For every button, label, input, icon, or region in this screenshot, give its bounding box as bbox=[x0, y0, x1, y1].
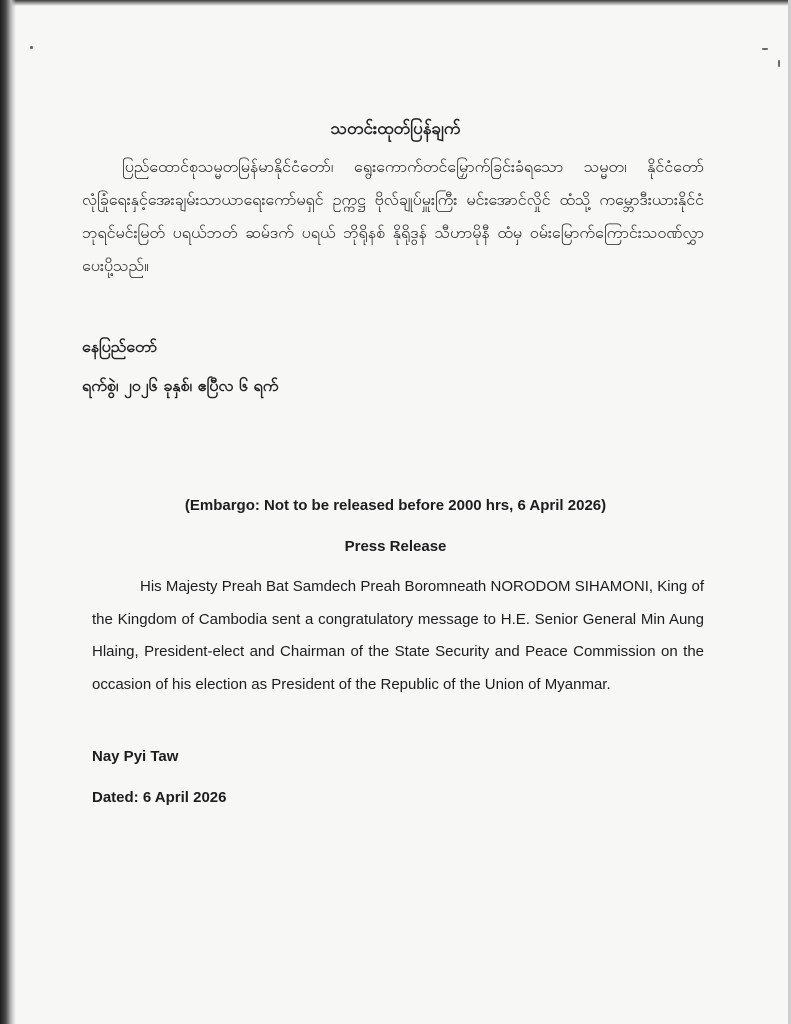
myanmar-date: ရက်စွဲ၊ ၂၀၂၆ ခုနှစ်၊ ဧပြီလ ၆ ရက် bbox=[82, 376, 279, 395]
myanmar-place: နေပြည်တော် bbox=[82, 337, 158, 356]
press-release-title: Press Release bbox=[344, 538, 447, 555]
myanmar-press-release-title: သတင်းထုတ်ပြန်ချက် bbox=[330, 119, 461, 139]
myanmar-press-release-body: ပြည်ထောင်စုသမ္မတမြန်မာနိုင်ငံတော်၊ ရွေးကောက်တင်မြှောက်ခြင်းခံရသော သမ္မတ၊ နိုင်ငံတော်လုံခြုံရေးနှင့်အေးချမ်းသာယာရေးကော်မရှင် ဥက္ကဋ္ဌ ဗိုလ်ချုပ်မှူးကြီး မင်းအောင်လှိုင် ထံသို့ ကမ္ဘောဒီးယားနိုင်ငံ ဘုရင်မင်းမြတ် ပရယ်ဘတ် ဆမ်ဒက် ပရယ် ဘိုရိုနစ် နိုရိုဒွန် သီဟာမိုနီ ထံမှ ဝမ်းမြောက်ကြောင်းသဝဏ်လွှာ ပေးပို့သည်။ bbox=[82, 157, 704, 275]
scan-speck bbox=[30, 46, 33, 49]
scan-top-edge bbox=[0, 0, 791, 6]
place-line: Nay Pyi Taw bbox=[92, 748, 179, 765]
embargo-notice: (Embargo: Not to be released before 2000 hrs, 6 April 2026) bbox=[184, 497, 607, 514]
date-line: Dated: 6 April 2026 bbox=[92, 789, 227, 806]
scan-speck bbox=[762, 48, 768, 50]
press-release-body: His Majesty Preah Bat Samdech Preah Boromneath NORODOM SIHAMONI, King of the Kingdom of Cambodia sent a congratulatory message to H.E. Senior General Min Aung Hlaing, President-elect and Chairman of the State Security and Peace Commission on the occasion of his election as President of the Republic of the Union of Myanmar. bbox=[92, 578, 704, 693]
scan-speck bbox=[778, 60, 780, 67]
